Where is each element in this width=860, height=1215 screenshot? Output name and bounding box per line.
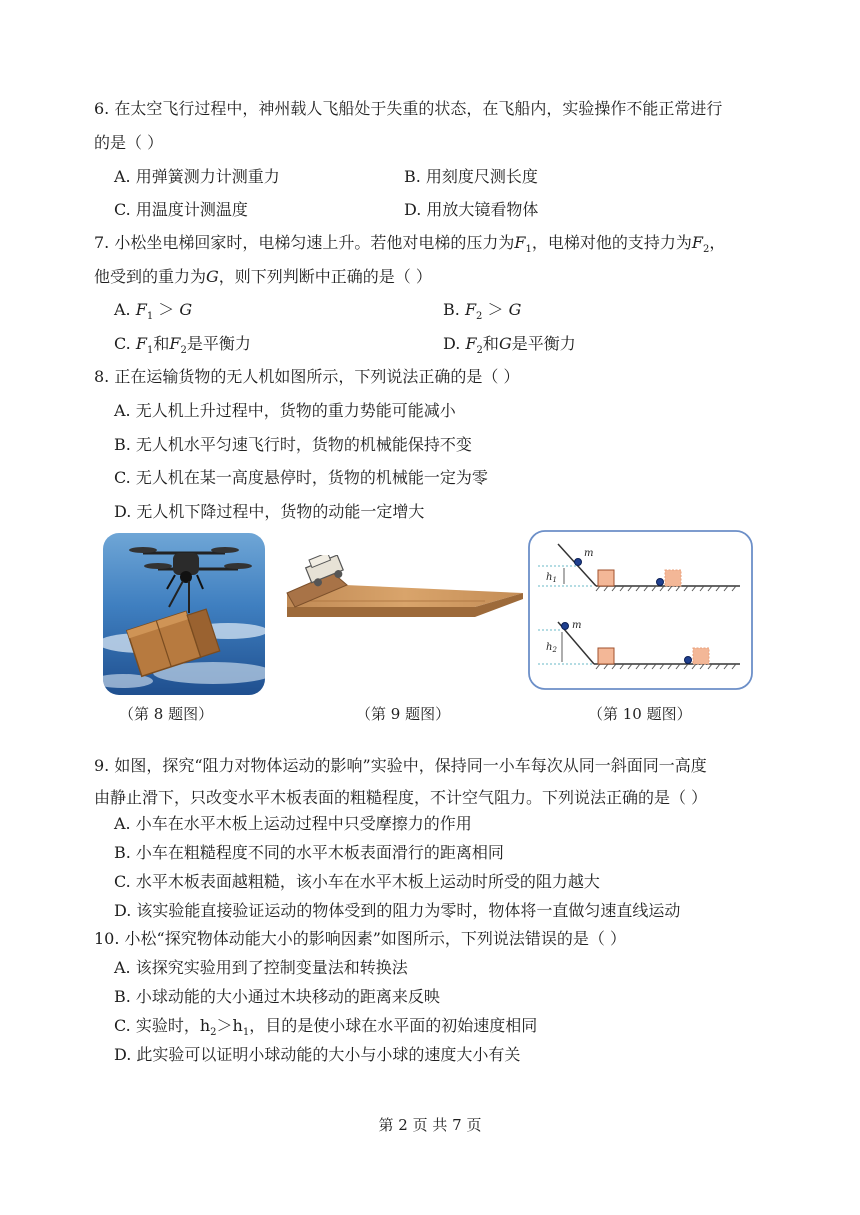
q6-option-b: B. 用刻度尺测长度	[404, 167, 538, 186]
q8-stem: 8. 正在运输货物的无人机如图所示，下列说法正确的是（ ）	[94, 367, 520, 386]
q7-option-a: A. $F_1 > G$	[114, 300, 193, 323]
q8-option-a: A. 无人机上升过程中，货物的重力势能可能减小	[114, 401, 456, 420]
q7-option-c: C. $F_1$和$F_2$是平衡力	[114, 334, 251, 357]
q6-option-c: C. 用温度计测温度	[114, 200, 248, 219]
q6-stem-line2: 的是（ ）	[94, 133, 164, 152]
q8-option-b: B. 无人机水平匀速飞行时，货物的机械能保持不变	[114, 435, 472, 454]
figure-10-caption: （第 10 题图）	[588, 705, 692, 723]
q7-option-b: B. $F_2 > G$	[443, 300, 522, 323]
q10-option-b: B. 小球动能的大小通过木块移动的距离来反映	[114, 987, 440, 1006]
q10-option-d: D. 此实验可以证明小球动能的大小与小球的速度大小有关	[114, 1045, 521, 1064]
figure-10-h1-label: $h_1$	[546, 572, 557, 584]
figure-10-mass-label-upper: m	[584, 548, 594, 559]
figure-10-h2-label: $h_2$	[546, 642, 557, 654]
q9-option-c: C. 水平木板表面越粗糙，该小车在水平木板上运动时所受的阻力越大	[114, 872, 600, 891]
figure-9-cart-incline	[285, 555, 525, 625]
q9-option-a: A. 小车在水平木板上运动过程中只受摩擦力的作用	[114, 814, 472, 833]
figure-8-drone-photo	[103, 533, 265, 695]
q7-stem-line2: 他受到的重力为G，则下列判断中正确的是（ ）	[94, 267, 432, 286]
q8-option-d: D. 无人机下降过程中，货物的动能一定增大	[114, 502, 425, 521]
page-number-footer: 第 2 页 共 7 页	[378, 1116, 482, 1134]
q6-stem-line1: 6. 在太空飞行过程中，神州载人飞船处于失重的状态，在飞船内，实验操作不能正常进行	[94, 99, 723, 118]
figure-8-caption: （第 8 题图）	[119, 705, 214, 723]
q6-option-a: A. 用弹簧测力计测重力	[114, 167, 280, 186]
q9-option-b: B. 小车在粗糙程度不同的水平木板表面滑行的距离相同	[114, 843, 504, 862]
figure-9-caption: （第 9 题图）	[356, 705, 451, 723]
q9-stem-line2: 由静止滑下，只改变水平木板表面的粗糙程度，不计空气阻力。下列说法正确的是（ ）	[94, 788, 708, 807]
q9-stem-line1: 9. 如图，探究“阻力对物体运动的影响”实验中，保持同一小车每次从同一斜面同一高度	[94, 756, 707, 775]
q6-option-d: D. 用放大镜看物体	[404, 200, 539, 219]
figure-10-mass-label-lower: m	[572, 620, 582, 631]
q7-option-d: D. $F_2$和G是平衡力	[443, 334, 576, 357]
q9-option-d: D. 该实验能直接验证运动的物体受到的阻力为零时，物体将一直做匀速直线运动	[114, 901, 681, 920]
q10-option-c: C. 实验时，$h_2>h_1$，目的是使小球在水平面的初始速度相同	[114, 1016, 538, 1039]
figure-10-ball-ramp	[528, 530, 753, 690]
q10-option-a: A. 该探究实验用到了控制变量法和转换法	[114, 958, 408, 977]
q7-stem-line1: 7. 小松坐电梯回家时，电梯匀速上升。若他对电梯的压力为$F_1$，电梯对他的支持力为$F_2$，	[94, 233, 726, 256]
q8-option-c: C. 无人机在某一高度悬停时，货物的机械能一定为零	[114, 468, 488, 487]
q10-stem: 10. 小松“探究物体动能大小的影响因素”如图所示，下列说法错误的是（ ）	[94, 929, 626, 948]
